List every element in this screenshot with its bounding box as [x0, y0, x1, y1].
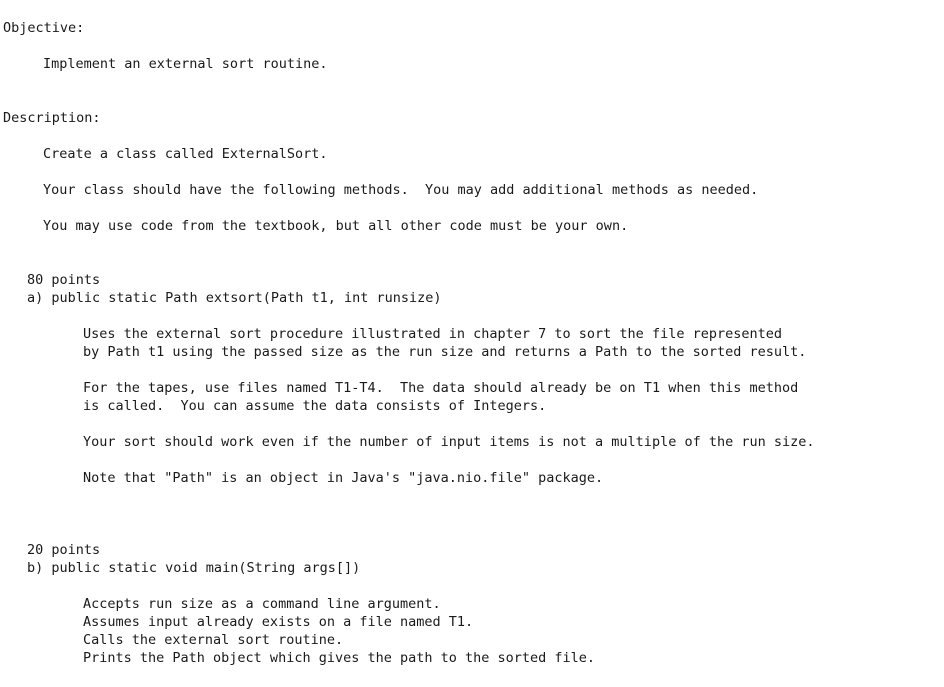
description-line: Your class should have the following methods. You may add additional methods as needed. [43, 182, 759, 198]
description-line: You may use code from the textbook, but all other code must be your own. [43, 218, 629, 234]
part-a-line: For the tapes, use files named T1-T4. The data should already be on T1 when this method [83, 380, 799, 396]
objective-heading: Objective: [3, 20, 85, 36]
objective-text: Implement an external sort routine. [43, 56, 328, 72]
description-heading: Description: [3, 110, 101, 126]
part-b-line: Assumes input already exists on a file named T1. [83, 614, 474, 630]
part-a-points: 80 points [27, 272, 101, 288]
part-b-line: Prints the Path object which gives the path to the sorted file. [83, 650, 596, 666]
part-b-line: Accepts run size as a command line argument. [83, 596, 441, 612]
part-b-points: 20 points [27, 542, 101, 558]
part-a-line: is called. You can assume the data consists of Integers. [83, 398, 547, 414]
part-a-line: Note that "Path" is an object in Java's "java.nio.file" package. [83, 470, 604, 486]
part-a-signature: a) public static Path extsort(Path t1, int runsize) [27, 290, 442, 306]
part-b-signature: b) public static void main(String args[]) [27, 560, 361, 576]
part-a-line: by Path t1 using the passed size as the run size and returns a Path to the sorted result. [83, 344, 807, 360]
part-b-line: Calls the external sort routine. [83, 632, 344, 648]
part-a-line: Your sort should work even if the number of input items is not a multiple of the run size. [83, 434, 815, 450]
part-a-line: Uses the external sort procedure illustrated in chapter 7 to sort the file represented [83, 326, 782, 342]
description-line: Create a class called ExternalSort. [43, 146, 328, 162]
